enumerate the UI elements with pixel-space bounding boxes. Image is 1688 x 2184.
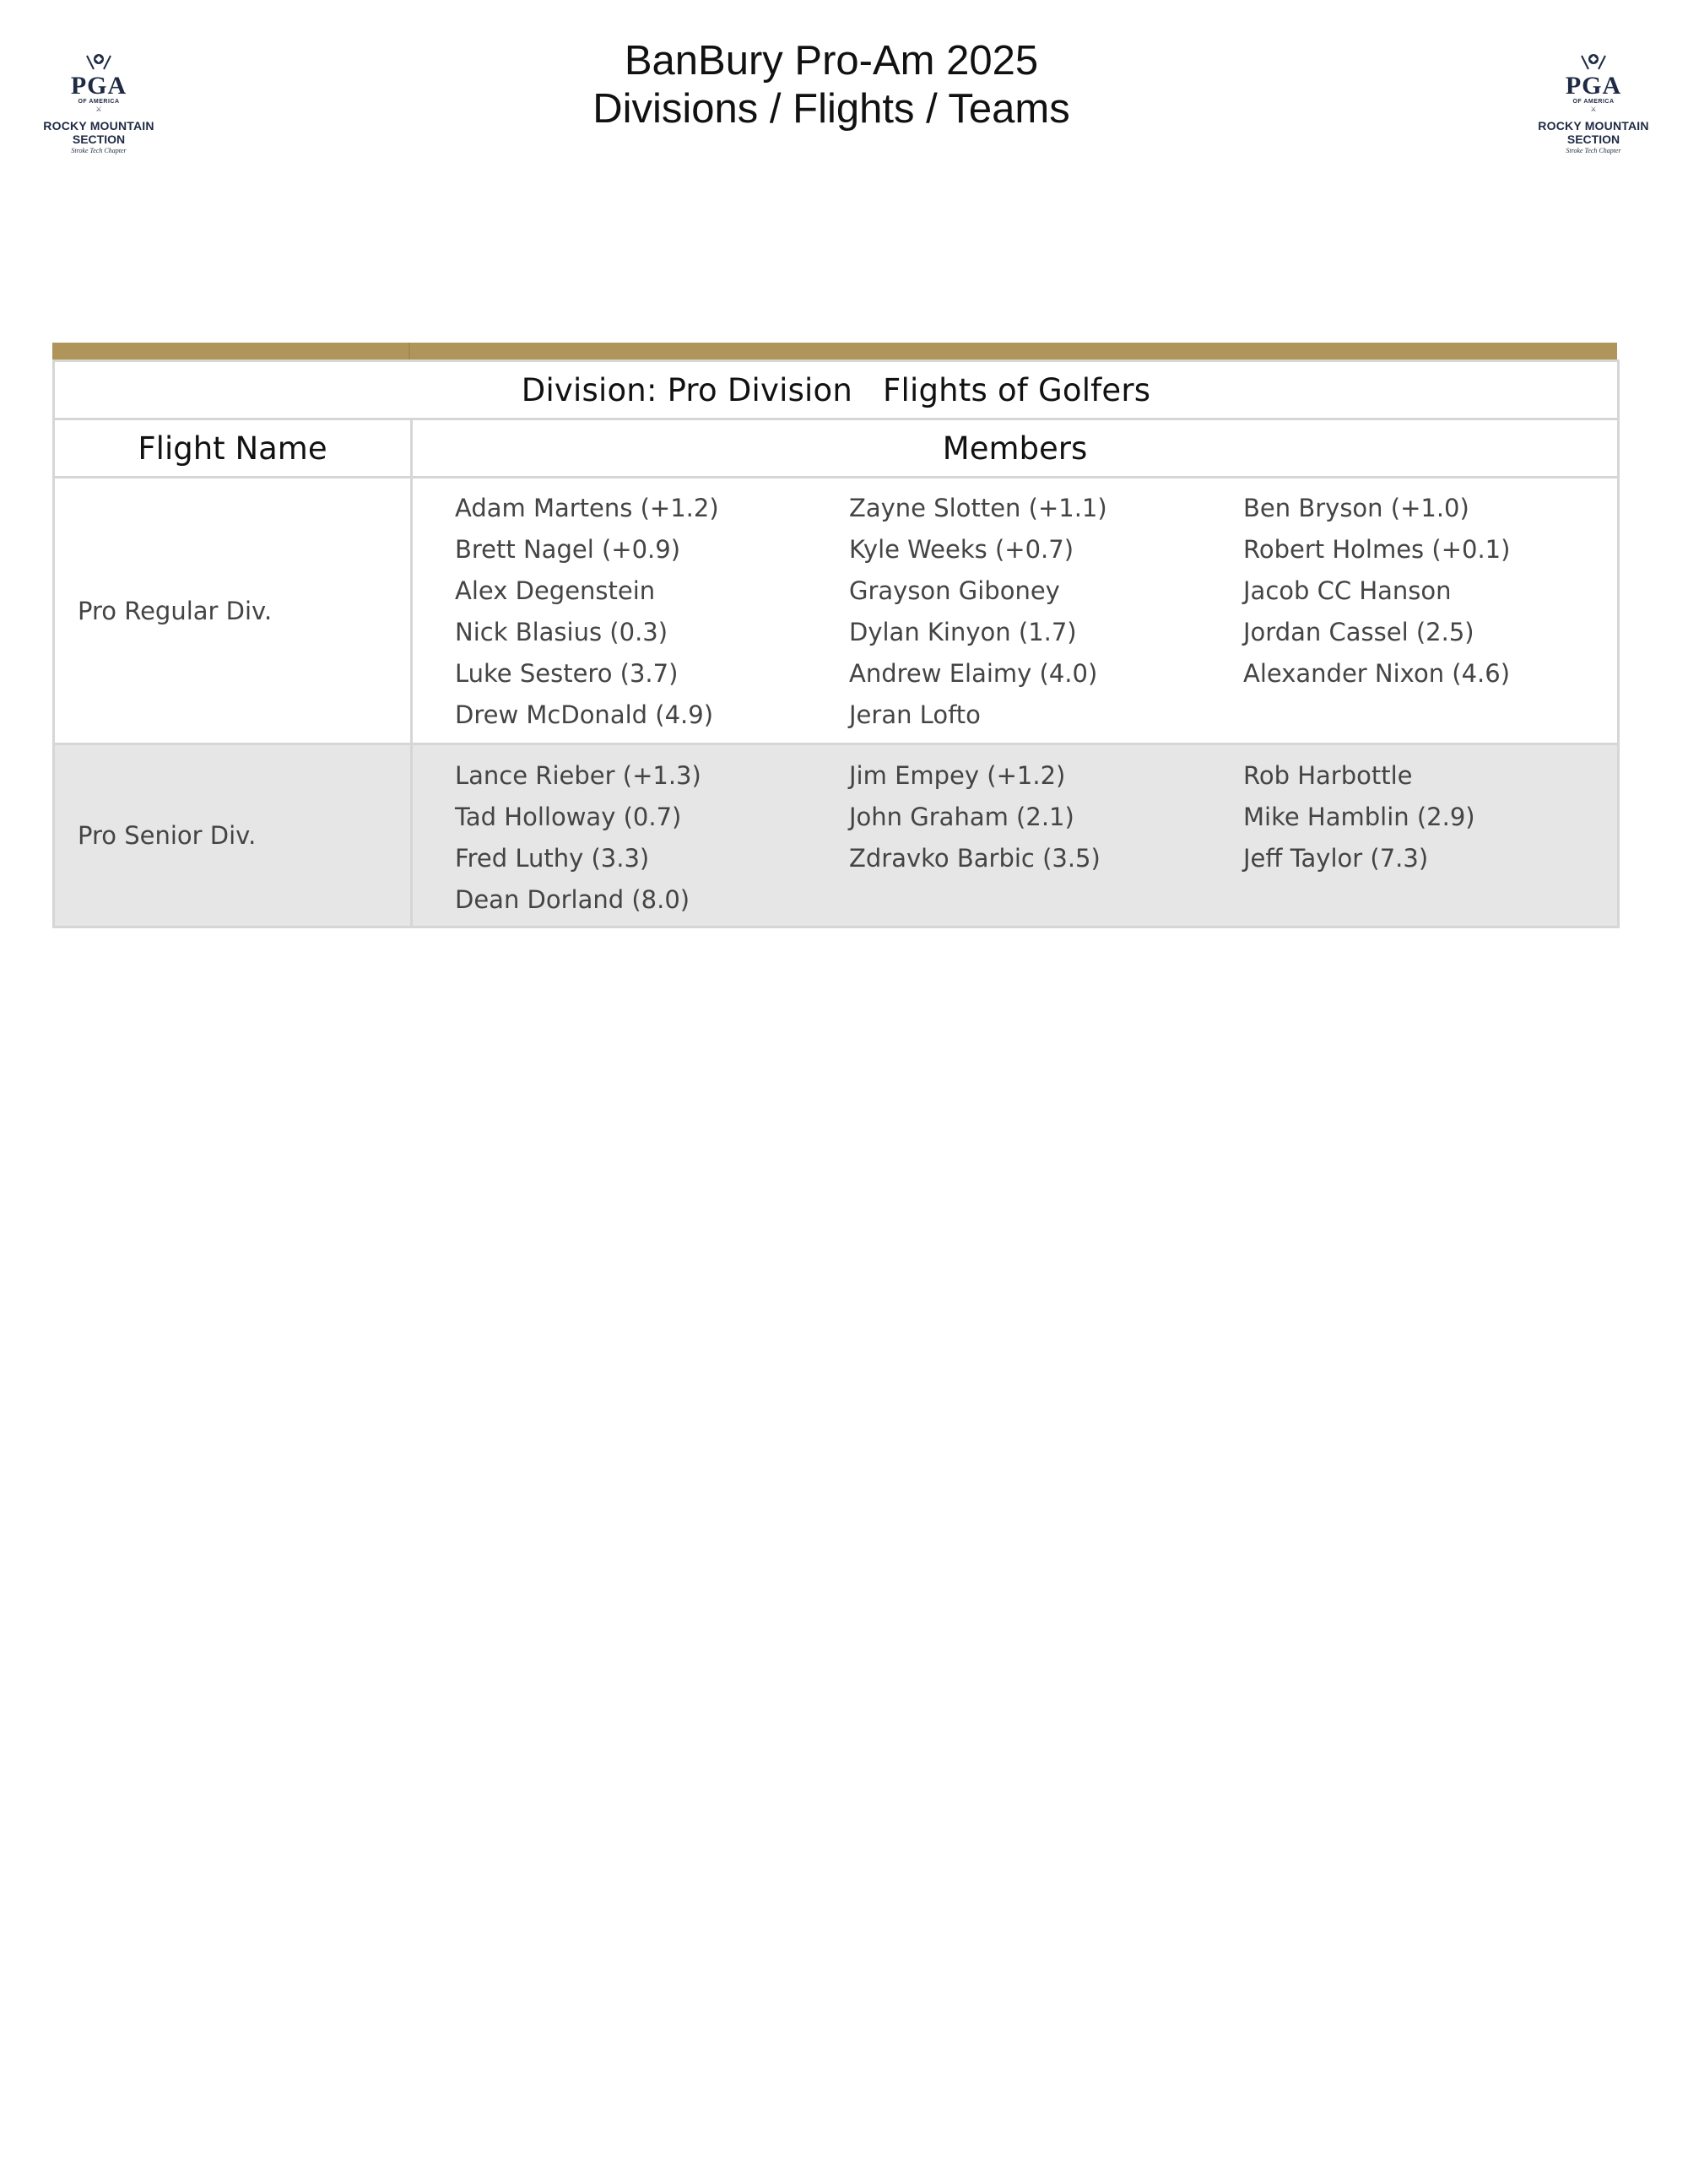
- member: Tad Holloway (0.7): [455, 803, 682, 831]
- table-row: [54, 744, 1619, 927]
- logo-tagline: Stroke Tech Chapter: [71, 147, 127, 154]
- member: Jordan Cassel (2.5): [1243, 618, 1474, 646]
- members-grid: [455, 488, 1617, 736]
- division-caption: Flights of Golfers: [883, 371, 1151, 408]
- column-header-members: Members: [412, 419, 1619, 478]
- member: Nick Blasius (0.3): [455, 618, 668, 646]
- pga-logo-right: [1534, 52, 1653, 160]
- flights-table: [52, 359, 1620, 928]
- member: Adam Martens (+1.2): [455, 494, 719, 522]
- title-line-1: BanBury Pro-Am 2025: [624, 38, 1039, 84]
- flights-table-wrap: [52, 343, 1617, 928]
- flight-members: [412, 478, 1619, 744]
- member: Jeran Lofto: [849, 700, 981, 729]
- member: Drew McDonald (4.9): [455, 700, 714, 729]
- logo-brand-sub: OF AMERICA: [1572, 99, 1615, 105]
- flight-members: [412, 744, 1619, 927]
- member: Jacob CC Hanson: [1243, 576, 1452, 605]
- member: Robert Holmes (+0.1): [1243, 535, 1511, 564]
- clubs-icon: ⚔: [1590, 105, 1597, 113]
- pga-logo-left: [40, 52, 158, 160]
- member: Rob Harbottle: [1243, 761, 1413, 790]
- logo-tagline: Stroke Tech Chapter: [1566, 147, 1621, 154]
- logo-section-line1: ROCKY MOUNTAIN: [43, 119, 154, 132]
- division-label: Division: Pro Division: [521, 371, 853, 408]
- logo-section-line2: SECTION: [1566, 132, 1620, 146]
- logo-brand-sub: OF AMERICA: [78, 99, 120, 105]
- division-header: [54, 361, 1619, 419]
- member: Ben Bryson (+1.0): [1243, 494, 1469, 522]
- member: John Graham (2.1): [849, 803, 1074, 831]
- accent-bar: [52, 343, 1617, 359]
- member: Andrew Elaimy (4.0): [849, 659, 1098, 688]
- flight-name: Pro Regular Div.: [54, 478, 412, 744]
- member: Lance Rieber (+1.3): [455, 761, 701, 790]
- clubs-icon: ⚔: [95, 105, 102, 113]
- flight-name: Pro Senior Div.: [54, 744, 412, 927]
- member: Dylan Kinyon (1.7): [849, 618, 1077, 646]
- member: Jeff Taylor (7.3): [1243, 844, 1429, 873]
- member: Luke Sestero (3.7): [455, 659, 679, 688]
- logo-section-line2: SECTION: [72, 132, 126, 146]
- logo-section-line1: ROCKY MOUNTAIN: [1538, 119, 1649, 132]
- table-row: [54, 478, 1619, 744]
- logo-brand: PGA: [1565, 72, 1622, 100]
- member: Zdravko Barbic (3.5): [849, 844, 1101, 873]
- member: Dean Dorland (8.0): [455, 885, 690, 914]
- member: Jim Empey (+1.2): [849, 761, 1066, 790]
- member: Brett Nagel (+0.9): [455, 535, 681, 564]
- member: Kyle Weeks (+0.7): [849, 535, 1074, 564]
- member: Alexander Nixon (4.6): [1243, 659, 1511, 688]
- accent-bar-divider: [408, 343, 410, 359]
- member: Fred Luthy (3.3): [455, 844, 650, 873]
- logo-brand: PGA: [70, 72, 127, 100]
- title-line-2: Divisions / Flights / Teams: [592, 86, 1070, 132]
- members-grid: [455, 755, 1617, 921]
- member: Zayne Slotten (+1.1): [849, 494, 1107, 522]
- member: Grayson Giboney: [849, 576, 1060, 605]
- member: Mike Hamblin (2.9): [1243, 803, 1475, 831]
- member: Alex Degenstein: [455, 576, 656, 605]
- column-header-flight-name: Flight Name: [54, 419, 412, 478]
- page-title: [422, 37, 1241, 133]
